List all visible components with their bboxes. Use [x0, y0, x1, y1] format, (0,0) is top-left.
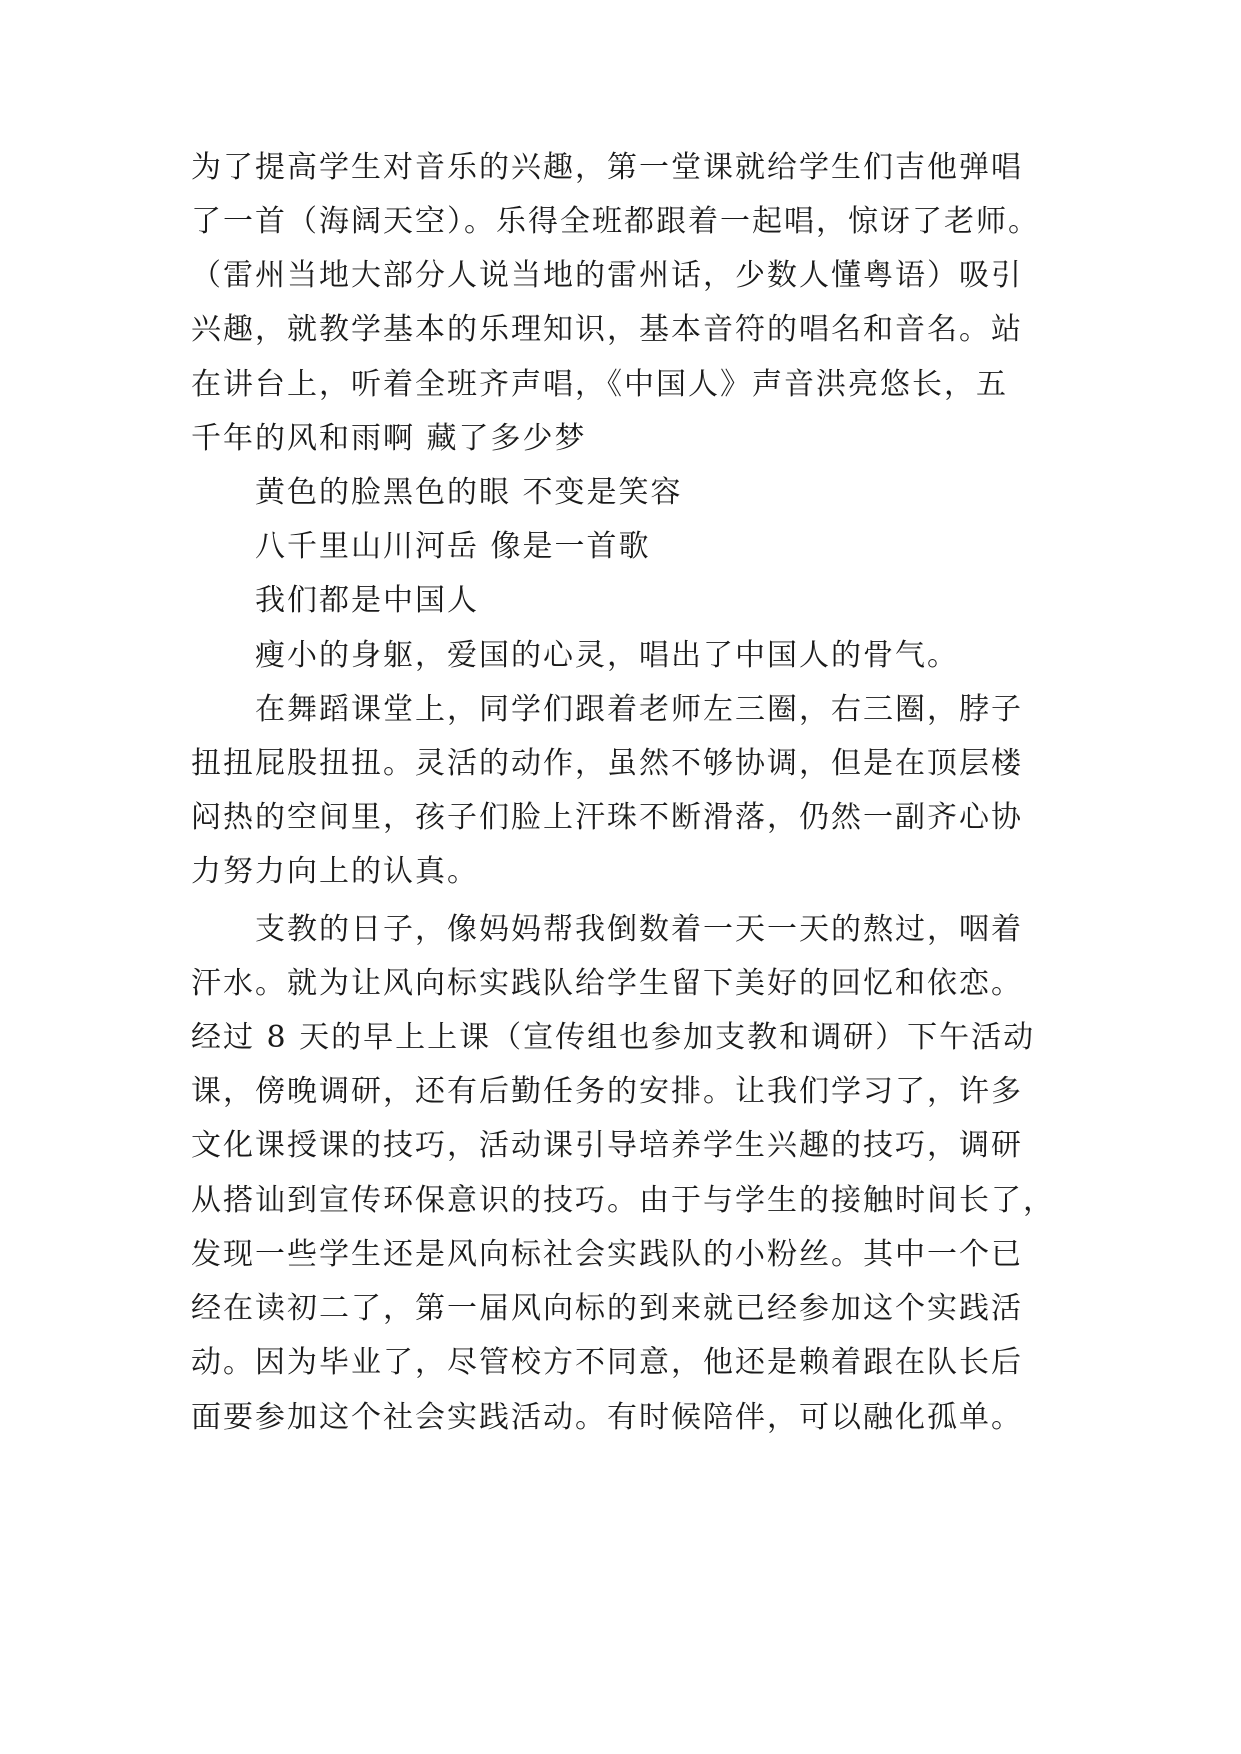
text-line: 文化课授课的技巧，活动课引导培养学生兴趣的技巧，调研	[191, 1128, 1023, 1163]
text-line: 扭扭屁股扭扭。灵活的动作，虽然不够协调，但是在顶层楼	[191, 746, 1023, 781]
text-line: 经过 8 天的早上上课（宣传组也参加支教和调研）下午活动	[191, 1020, 1036, 1055]
paragraph-start-line: 支教的日子，像妈妈帮我倒数着一天一天的熬过，咽着	[255, 912, 1023, 947]
text-line: 面要参加这个社会实践活动。有时候陪伴，可以融化孤单。	[191, 1400, 1023, 1435]
text-line: 力努力向上的认真。	[191, 854, 479, 889]
lyric-line: 黄色的脸黑色的眼 不变是笑容	[255, 475, 683, 510]
text-line: 闷热的空间里，孩子们脸上汗珠不断滑落，仍然一副齐心协	[191, 800, 1023, 835]
text-line: 汗水。就为让风向标实践队给学生留下美好的回忆和依恋。	[191, 966, 1023, 1001]
text-line: 兴趣，就教学基本的乐理知识，基本音符的唱名和音名。站	[191, 312, 1023, 347]
text-line: 为了提高学生对音乐的兴趣，第一堂课就给学生们吉他弹唱	[191, 150, 1023, 185]
text-line: 从搭讪到宣传环保意识的技巧。由于与学生的接触时间长了，	[191, 1183, 1055, 1218]
lyric-line: 我们都是中国人	[255, 583, 479, 618]
text-line: 动。因为毕业了，尽管校方不同意，他还是赖着跟在队长后	[191, 1345, 1023, 1380]
text-line: 发现一些学生还是风向标社会实践队的小粉丝。其中一个已	[191, 1237, 1023, 1272]
text-line: 千年的风和雨啊 藏了多少梦	[191, 421, 587, 456]
text-line: 瘦小的身躯，爱国的心灵，唱出了中国人的骨气。	[255, 638, 959, 673]
text-line: 了一首（海阔天空）。乐得全班都跟着一起唱，惊讶了老师。	[191, 204, 1040, 239]
text-line: 在讲台上，听着全班齐声唱，《中国人》声音洪亮悠长，五	[191, 367, 1008, 402]
text-line: 课，傍晚调研，还有后勤任务的安排。让我们学习了，许多	[191, 1074, 1023, 1109]
text-line: （雷州当地大部分人说当地的雷州话，少数人懂粤语）吸引	[191, 258, 1023, 293]
lyric-line: 八千里山川河岳 像是一首歌	[255, 529, 651, 564]
text-line: 经在读初二了，第一届风向标的到来就已经参加这个实践活	[191, 1291, 1023, 1326]
paragraph-start-line: 在舞蹈课堂上，同学们跟着老师左三圈，右三圈，脖子	[255, 692, 1023, 727]
